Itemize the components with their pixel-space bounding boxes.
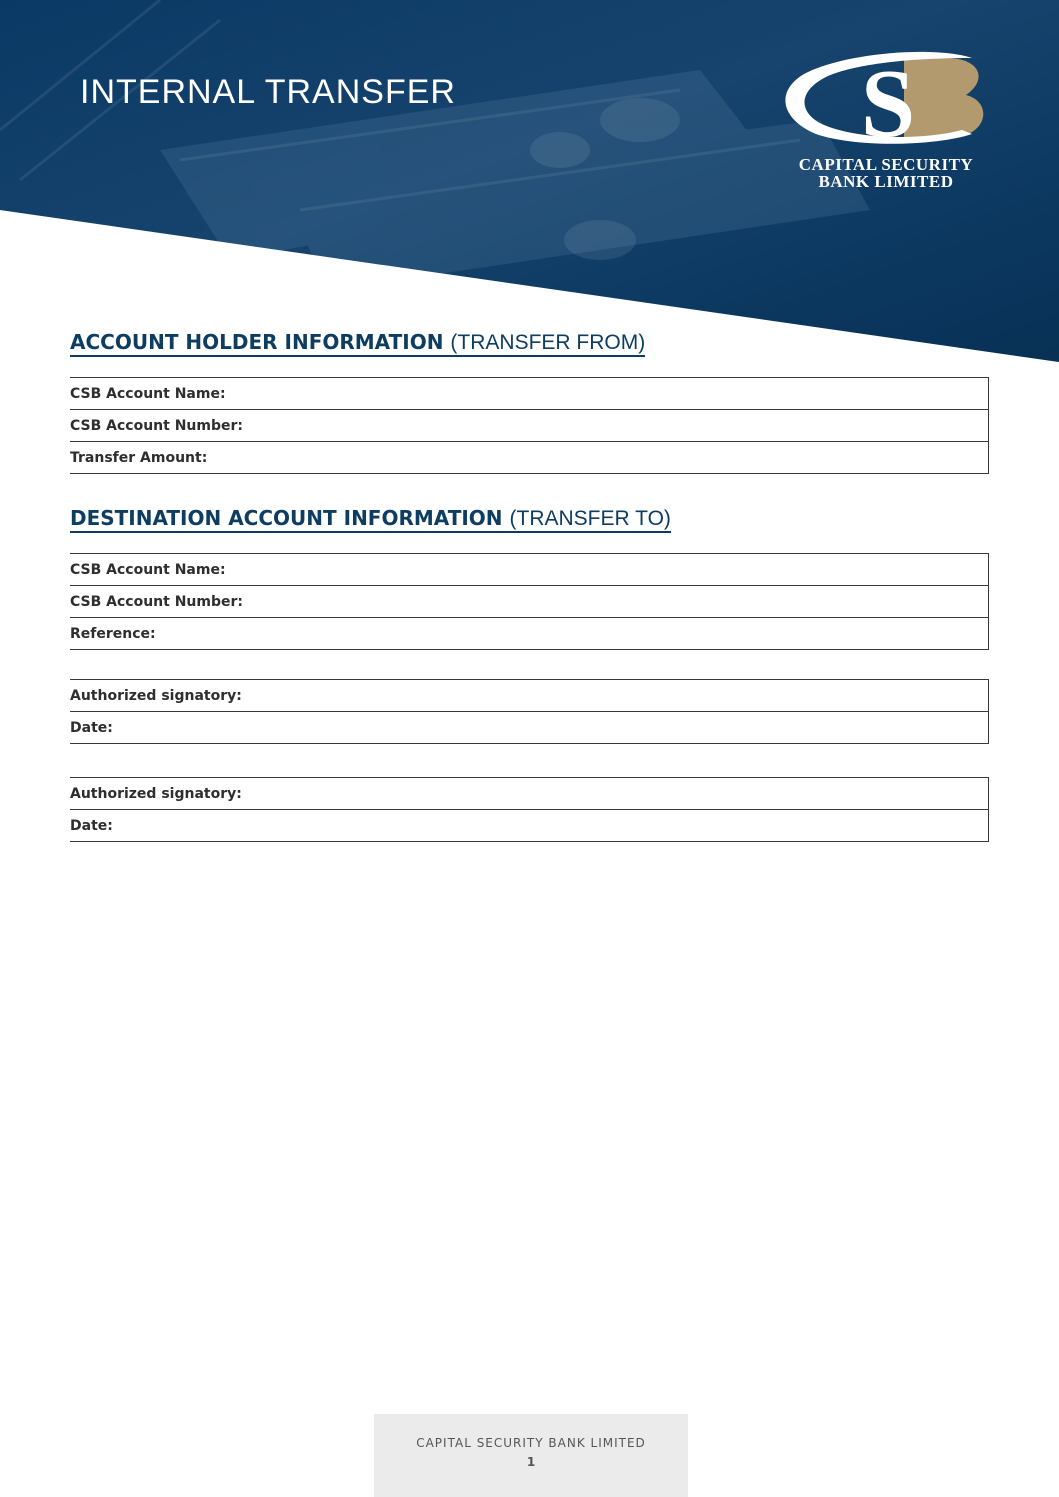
logo-text-line2: BANK LIMITED — [818, 172, 954, 191]
transfer-from-heading — [70, 330, 645, 357]
form-row — [70, 680, 989, 712]
form-row — [70, 810, 989, 842]
page-title: INTERNAL TRANSFER — [80, 73, 456, 111]
csb-logo-mark — [776, 50, 996, 150]
transfer-from-heading-bold: ACCOUNT HOLDER INFORMATION — [70, 330, 444, 354]
field-account-number[interactable]: CSB Account Number: — [70, 410, 989, 442]
form-row — [70, 778, 989, 810]
signatory-table-2 — [70, 777, 989, 842]
field-destination-account-name[interactable]: CSB Account Name: — [70, 554, 989, 586]
transfer-to-table — [70, 553, 989, 650]
field-reference[interactable]: Reference: — [70, 618, 989, 650]
transfer-from-heading-light: (TRANSFER FROM) — [450, 331, 646, 354]
transfer-to-heading-bold: DESTINATION ACCOUNT INFORMATION — [70, 506, 503, 530]
page-number: 1 — [526, 1455, 536, 1469]
signatory-table-1 — [70, 679, 989, 744]
form-row — [70, 410, 989, 442]
transfer-to-heading — [70, 506, 671, 533]
footer-company-name: CAPITAL SECURITY BANK LIMITED — [416, 1436, 646, 1450]
form-row — [70, 554, 989, 586]
field-destination-account-number[interactable]: CSB Account Number: — [70, 586, 989, 618]
svg-text:S: S — [860, 50, 916, 150]
transfer-from-table — [70, 377, 989, 474]
page-footer — [374, 1414, 688, 1497]
form-row — [70, 618, 989, 650]
field-transfer-amount[interactable]: Transfer Amount: — [70, 442, 989, 474]
field-authorized-signatory[interactable]: Authorized signatory: — [70, 778, 989, 810]
transfer-to-heading-light: (TRANSFER TO) — [509, 507, 671, 530]
field-authorized-signatory[interactable]: Authorized signatory: — [70, 680, 989, 712]
form-row — [70, 586, 989, 618]
field-date[interactable]: Date: — [70, 810, 989, 842]
csb-logo — [776, 50, 996, 195]
field-date[interactable]: Date: — [70, 712, 989, 744]
form-row — [70, 378, 989, 410]
form-row — [70, 712, 989, 744]
field-account-name[interactable]: CSB Account Name: — [70, 378, 989, 410]
header-banner — [0, 0, 1059, 365]
logo-text-line1: CAPITAL SECURITY — [798, 155, 974, 174]
form-row — [70, 442, 989, 474]
